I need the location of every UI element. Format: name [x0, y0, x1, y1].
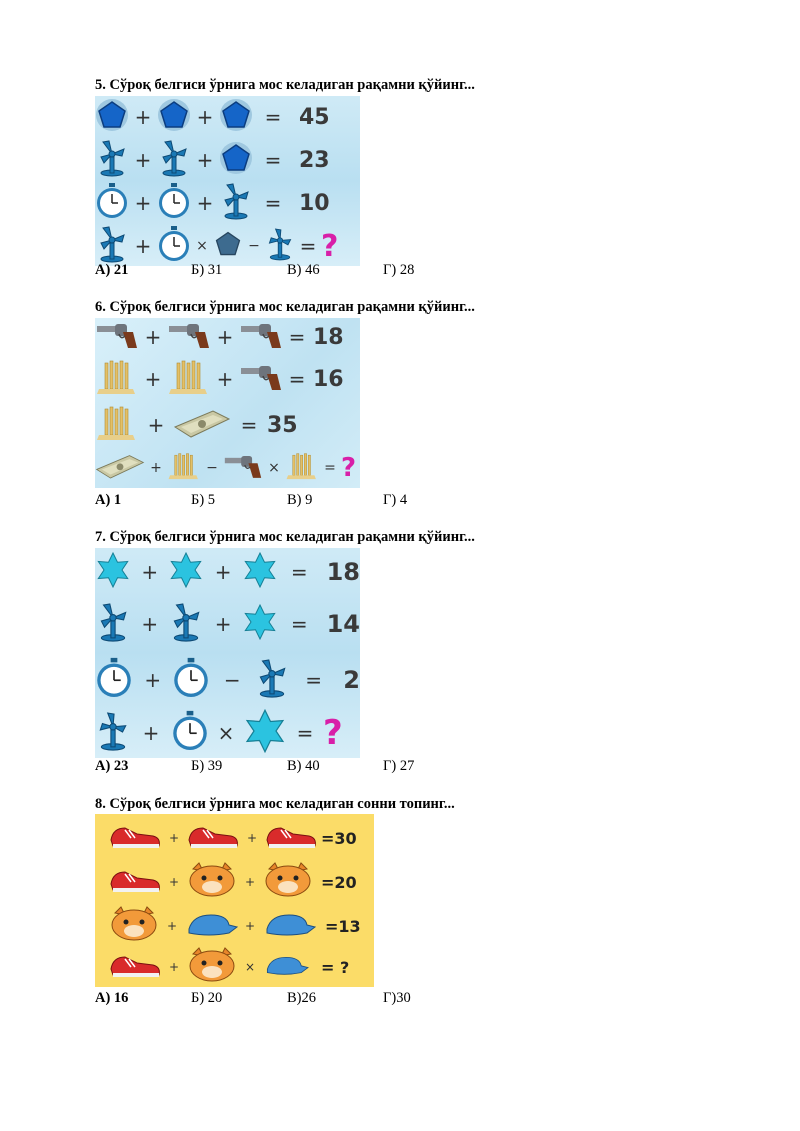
pentagon-icon — [95, 98, 129, 137]
puzzle-image — [95, 548, 360, 758]
money-icon — [173, 407, 231, 444]
puzzle-image — [95, 814, 374, 987]
answer-g: Г) 4 — [383, 492, 408, 508]
operator: + — [147, 413, 165, 437]
equals-sign: = — [296, 721, 314, 745]
stopwatch-icon — [95, 182, 129, 225]
result-value: 23 — [299, 147, 330, 173]
revolver-icon — [239, 320, 283, 355]
question-8 — [95, 796, 455, 1006]
question-6 — [95, 299, 475, 508]
operator: + — [196, 148, 214, 172]
operator: − — [248, 238, 260, 254]
answer-g: Г)30 — [383, 990, 411, 1006]
question-title: 6. Сўроқ белгиси ўрнига мос келадиган рақамни қўйинг... — [95, 299, 475, 315]
operator: + — [196, 105, 214, 129]
answer-b: Б) 39 — [191, 758, 223, 774]
answer-g: Г) 27 — [383, 758, 415, 774]
star-icon — [242, 552, 278, 593]
operator: + — [144, 668, 162, 692]
operator: + — [134, 148, 152, 172]
operator: + — [244, 875, 256, 889]
cap-icon — [183, 911, 239, 942]
answer-v: В)26 — [287, 990, 316, 1006]
star-icon — [242, 604, 278, 645]
operator: × — [217, 721, 235, 745]
equals-sign: = — [324, 460, 336, 476]
cat-icon — [185, 861, 239, 904]
operator: + — [134, 191, 152, 215]
fan-icon — [95, 139, 129, 182]
pentagon-icon — [219, 98, 253, 137]
puzzle-row — [95, 320, 360, 354]
result-value: 35 — [267, 412, 298, 438]
money-icon — [95, 451, 145, 486]
operator: + — [144, 325, 162, 349]
sneakers-icon — [185, 820, 241, 857]
fan-icon — [254, 654, 290, 707]
equals-sign: = — [290, 560, 308, 584]
question-5 — [95, 77, 475, 278]
bullets-icon — [285, 448, 319, 489]
puzzle-image — [95, 96, 360, 266]
stopwatch-icon — [157, 182, 191, 225]
bullets-icon — [95, 403, 139, 448]
puzzle-row — [95, 141, 360, 179]
answer-b: Б) 31 — [191, 262, 223, 278]
operator: + — [216, 325, 234, 349]
puzzle-row — [95, 184, 360, 222]
revolver-icon — [167, 320, 211, 355]
operator: + — [244, 919, 256, 933]
revolver-icon — [239, 362, 283, 397]
operator: + — [142, 721, 160, 745]
bullets-icon — [95, 357, 139, 402]
operator: + — [144, 367, 162, 391]
fan-icon — [265, 225, 295, 267]
cat-icon — [185, 946, 239, 988]
sneakers-icon — [107, 864, 163, 901]
operator: + — [214, 560, 232, 584]
fan-icon — [95, 225, 129, 267]
operator: + — [246, 831, 258, 845]
question-mark: ? — [323, 713, 343, 753]
answer-a: А) 21 — [95, 262, 129, 278]
operator: + — [134, 105, 152, 129]
question-title: 7. Сўроқ белгиси ўрнига мос келадиган рақамни қўйинг... — [95, 529, 475, 545]
puzzle-row — [107, 906, 374, 946]
result-value: =13 — [325, 916, 361, 936]
equals-sign: = — [240, 413, 258, 437]
stopwatch-icon — [172, 655, 210, 706]
operator: − — [206, 460, 218, 476]
sneakers-icon — [107, 820, 163, 857]
operator: + — [168, 960, 180, 974]
result-value: =30 — [321, 828, 357, 848]
puzzle-row — [107, 862, 374, 902]
puzzle-row — [95, 552, 360, 592]
answer-v: В) 40 — [287, 758, 320, 774]
pentagon-icon — [219, 141, 253, 180]
operator: + — [168, 875, 180, 889]
answer-options — [95, 990, 479, 1007]
result-value: 10 — [299, 190, 330, 216]
fan-icon — [95, 707, 131, 759]
question-title: 5. Сўроқ белгиси ўрнига мос келадиган рақамни қўйинг... — [95, 77, 475, 93]
puzzle-row — [95, 99, 360, 135]
result-value: 45 — [299, 104, 330, 130]
operator: − — [223, 668, 241, 692]
equals-sign: = — [264, 191, 282, 215]
bullets-icon — [167, 448, 201, 489]
bullets-icon — [167, 357, 211, 402]
answer-b: Б) 5 — [191, 492, 216, 508]
operator: + — [150, 460, 162, 476]
revolver-icon — [223, 452, 263, 485]
answer-a: А) 23 — [95, 758, 129, 774]
answer-a: А) 1 — [95, 492, 122, 508]
puzzle-row — [95, 358, 360, 400]
answer-v: В) 46 — [287, 262, 320, 278]
equals-sign: = — [264, 148, 282, 172]
revolver-icon — [95, 320, 139, 355]
answer-g: Г) 28 — [383, 262, 415, 278]
question-mark: ? — [341, 453, 357, 483]
result-value: 2 — [343, 666, 360, 694]
fan-icon — [157, 139, 191, 182]
cap-icon — [261, 911, 317, 942]
fan-icon — [95, 598, 131, 651]
fan-icon — [168, 598, 204, 651]
operator: + — [134, 234, 152, 258]
equals-sign: = — [305, 668, 322, 692]
stopwatch-icon — [95, 655, 133, 706]
fan-icon — [219, 182, 253, 225]
equals-sign: = — [299, 234, 317, 258]
answer-v: В) 9 — [287, 492, 313, 508]
star-icon — [243, 709, 287, 758]
answer-options — [95, 262, 479, 279]
operator: × — [244, 960, 256, 974]
result-value: 14 — [326, 610, 360, 638]
result-value: = ? — [321, 957, 350, 977]
operator: + — [166, 919, 178, 933]
operator: × — [268, 460, 280, 476]
operator: + — [168, 831, 180, 845]
equals-sign: = — [290, 612, 308, 636]
cat-icon — [107, 905, 161, 948]
operator: + — [196, 191, 214, 215]
operator: × — [196, 238, 208, 254]
puzzle-image — [95, 318, 360, 488]
operator: + — [141, 560, 159, 584]
answer-a: А) 16 — [95, 990, 129, 1006]
puzzle-row — [95, 448, 360, 488]
result-value: =20 — [321, 872, 357, 892]
equals-sign: = — [264, 105, 282, 129]
question-title: 8. Сўроқ белгиси ўрнига мос келадиган сонни топинг... — [95, 796, 455, 812]
question-mark: ? — [321, 228, 339, 264]
stopwatch-icon — [171, 708, 209, 759]
pentagon-icon — [157, 98, 191, 137]
cap-icon — [261, 954, 311, 981]
puzzle-row — [107, 948, 374, 986]
answer-options — [95, 758, 479, 775]
sneakers-icon — [263, 820, 319, 857]
cat-icon — [261, 861, 315, 904]
stopwatch-icon — [157, 225, 191, 267]
sneakers-icon — [107, 949, 163, 986]
question-7 — [95, 529, 475, 774]
star-icon — [168, 552, 204, 593]
result-value: 18 — [326, 558, 360, 586]
puzzle-row — [95, 708, 360, 758]
star-icon — [95, 552, 131, 593]
operator: + — [141, 612, 159, 636]
puzzle-row — [107, 820, 374, 856]
puzzle-row — [95, 404, 360, 446]
answer-b: Б) 20 — [191, 990, 223, 1006]
puzzle-row — [95, 654, 360, 706]
result-value: 18 — [313, 324, 344, 350]
pentagon-icon — [213, 229, 243, 264]
puzzle-row — [95, 227, 360, 265]
equals-sign: = — [288, 367, 306, 391]
equals-sign: = — [288, 325, 306, 349]
operator: + — [214, 612, 232, 636]
puzzle-row — [95, 598, 360, 650]
answer-options — [95, 492, 479, 509]
operator: + — [216, 367, 234, 391]
result-value: 16 — [313, 366, 344, 392]
